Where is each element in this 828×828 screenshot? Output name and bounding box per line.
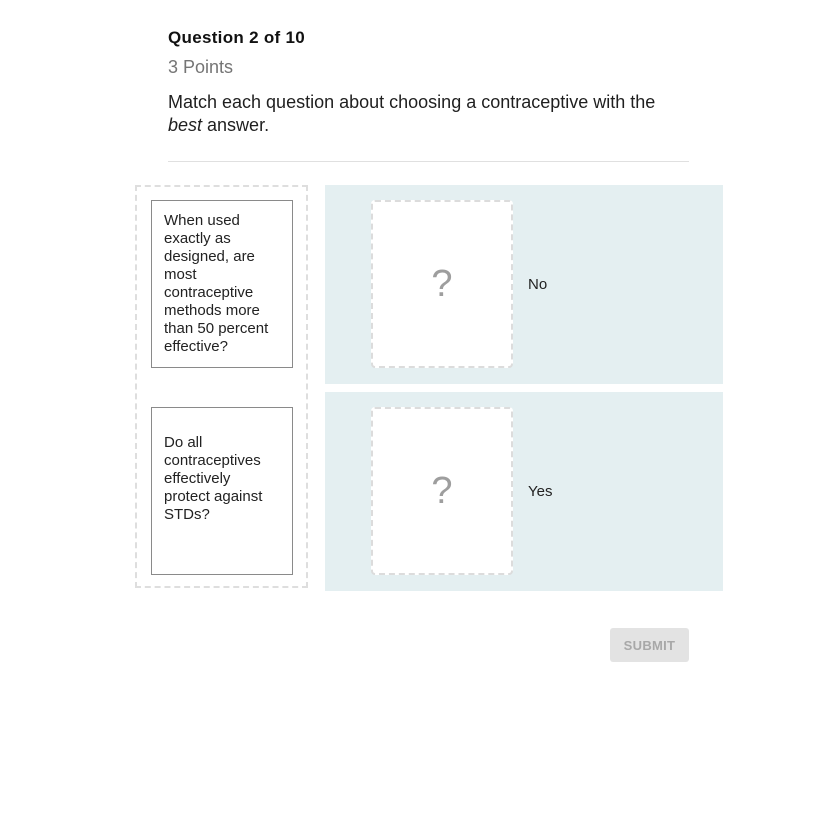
question-prompt <box>168 91 689 137</box>
draggable-question-card-std-protection[interactable] <box>151 407 293 575</box>
drop-zone-no[interactable] <box>371 200 513 368</box>
submit-button[interactable]: SUBMIT <box>610 628 689 662</box>
header-divider <box>168 161 689 162</box>
question-points: 3 Points <box>168 57 234 77</box>
match-row-yes <box>325 392 723 591</box>
prompt-emphasis: best <box>168 115 203 135</box>
prompt-text-after: answer. <box>202 115 270 135</box>
question-mark-icon: ? <box>431 470 453 512</box>
draggable-question-card-effectiveness[interactable] <box>151 200 293 368</box>
question-counter: Question 2 of 10 <box>168 28 306 47</box>
prompt-text-before: Match each question about choosing a contraceptive with the <box>168 92 656 112</box>
card-text: Do all contraceptives effectively protect against STDs? <box>164 433 263 523</box>
question-header <box>168 26 689 137</box>
drop-zone-yes[interactable] <box>371 407 513 575</box>
match-row-no <box>325 185 723 384</box>
answer-label-yes: Yes <box>528 483 553 500</box>
answer-label-no: No <box>528 276 548 293</box>
card-text: When used exactly as designed, are most contraceptive methods more than 50 percent effective? <box>164 212 269 355</box>
question-mark-icon: ? <box>431 263 453 305</box>
